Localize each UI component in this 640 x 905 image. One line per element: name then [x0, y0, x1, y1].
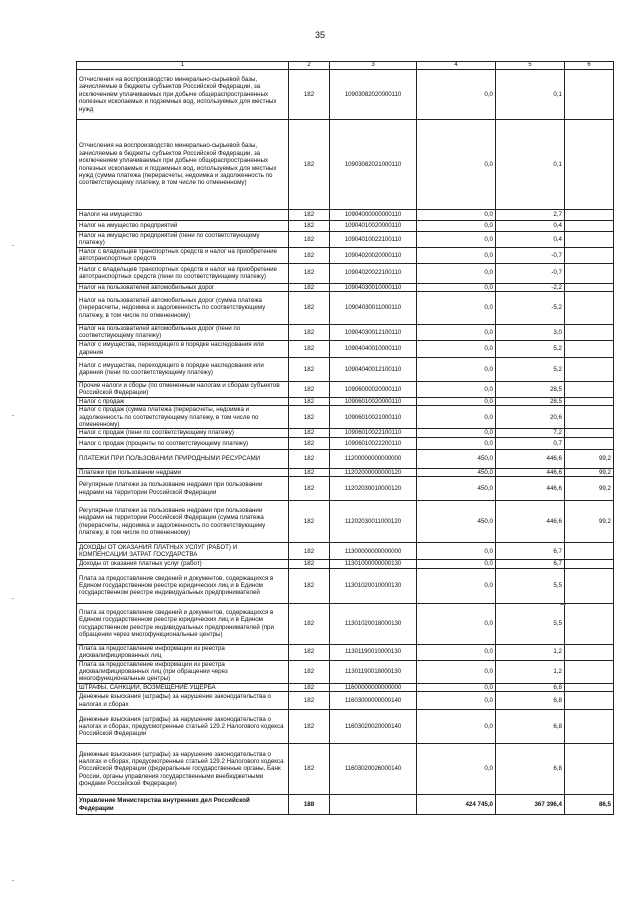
table-row	[77, 120, 614, 210]
table-cell: 0,4	[496, 232, 565, 248]
table-cell: 0,0	[417, 692, 496, 710]
table-cell: 182	[289, 437, 330, 449]
table-cell: 182	[289, 692, 330, 710]
table-cell: 182	[289, 477, 330, 501]
table-header-row	[77, 62, 614, 70]
table-cell: Регулярные платежи за пользование недрами при пользовании недрами на территории Российской Федерации (сумма платежа (перерасчеты, недоимка и задолженность по соответствующему платежу, в том числе по отмененному)	[77, 501, 289, 543]
table-cell: 7,2	[496, 429, 565, 437]
table-cell	[565, 221, 614, 232]
table-cell: 182	[289, 120, 330, 210]
table-cell	[565, 357, 614, 381]
table-cell: Плата за предоставление сведений и документов, содержащихся в Едином государственном реестре юридических лиц и в Едином государственном реестре индивидуальных предпринимателей (при обращении через многофункциональные центры)	[77, 603, 289, 644]
table-row	[77, 397, 614, 405]
table-row	[77, 710, 614, 744]
table-cell: 0,0	[417, 232, 496, 248]
table-cell: 424 745,0	[417, 795, 496, 815]
table-cell: Налог с продаж (пени по соответствующему платежу)	[77, 429, 289, 437]
table-cell: 182	[289, 644, 330, 660]
table-cell	[565, 560, 614, 568]
table-cell: 10906010020000110	[330, 397, 417, 405]
table-cell: 6,8	[496, 744, 565, 795]
table-cell: 182	[289, 397, 330, 405]
table-cell: 28,5	[496, 381, 565, 397]
table-cell: 0,0	[417, 744, 496, 795]
table-cell: 0,0	[417, 397, 496, 405]
table-cell: Налог с владельцев транспортных средств и налог на приобретение автотранспортных средств (пени по соответствующему платежу)	[77, 263, 289, 283]
table-row	[77, 560, 614, 568]
table-row	[77, 283, 614, 291]
margin-mark	[12, 598, 14, 599]
table-row	[77, 501, 614, 543]
table-cell: 182	[289, 325, 330, 341]
table-cell: 11300000000000000	[330, 543, 417, 560]
table-cell: 182	[289, 357, 330, 381]
table-cell	[330, 795, 417, 815]
table-cell: -2,2	[496, 283, 565, 291]
table-cell: 182	[289, 710, 330, 744]
table-cell: Налог на пользователей автомобильных дорог	[77, 283, 289, 291]
table-cell: 182	[289, 603, 330, 644]
table-cell: 0,0	[417, 247, 496, 263]
table-cell: 0,0	[417, 560, 496, 568]
table-cell: Налог на пользователей автомобильных дорог (сумма платежа (перерасчеты, недоимка и задолженность по соответствующему платежу, в том числе по отмененному)	[77, 292, 289, 325]
table-cell	[565, 70, 614, 120]
table-cell: 11200000000000000	[330, 449, 417, 468]
table-cell: 182	[289, 406, 330, 429]
table-row	[77, 357, 614, 381]
table-cell: Налог с имущества, переходящего в порядке наследования или дарения	[77, 340, 289, 357]
table-row	[77, 232, 614, 248]
table-cell: 10903082021000110	[330, 120, 417, 210]
table-cell: Доходы от оказания платных услуг (работ)	[77, 560, 289, 568]
table-cell: Налог на пользователей автомобильных дорог (пени по соответствующему платежу)	[77, 325, 289, 341]
table-cell: 10904030011000110	[330, 292, 417, 325]
table-row	[77, 210, 614, 221]
col-header: 1	[77, 62, 289, 70]
table-cell	[565, 744, 614, 795]
table-cell: 446,6	[496, 501, 565, 543]
table-cell: -5,2	[496, 292, 565, 325]
table-cell: 0,0	[417, 603, 496, 644]
table-cell: ШТРАФЫ, САНКЦИИ, ВОЗМЕЩЕНИЕ УЩЕРБА	[77, 683, 289, 691]
col-header: 6	[565, 62, 614, 70]
table-cell: 182	[289, 210, 330, 221]
table-cell	[565, 340, 614, 357]
table-cell: 0,0	[417, 221, 496, 232]
table-cell: 28,5	[496, 397, 565, 405]
table-cell: 182	[289, 543, 330, 560]
table-cell	[565, 292, 614, 325]
table-cell	[565, 644, 614, 660]
table-cell: 1,2	[496, 644, 565, 660]
table-cell: 5,2	[496, 357, 565, 381]
table-cell	[565, 406, 614, 429]
table-cell: 0,0	[417, 406, 496, 429]
table-cell: Управление Министерства внутренних дел Российской Федерации	[77, 795, 289, 815]
table-cell: 1,2	[496, 660, 565, 683]
table-cell	[565, 429, 614, 437]
table-cell: Отчисления на воспроизводство минерально-сырьевой базы, зачисляемые в бюджеты субъектов Российской Федерации, за исключением уплачиваемых при добыче общераспространенных полезных ископаемых и подземных вод, используемых для местных нужд	[77, 70, 289, 120]
table-row	[77, 644, 614, 660]
table-cell: 0,0	[417, 660, 496, 683]
col-header: 3	[330, 62, 417, 70]
table-cell: 446,6	[496, 477, 565, 501]
table-cell: 182	[289, 381, 330, 397]
table-cell	[565, 263, 614, 283]
margin-mark	[12, 415, 14, 416]
table-cell: 182	[289, 232, 330, 248]
table-row	[77, 292, 614, 325]
table-cell: 182	[289, 568, 330, 603]
table-cell: 99,2	[565, 477, 614, 501]
table-cell: 0,4	[496, 221, 565, 232]
table-row	[77, 437, 614, 449]
table-cell: 182	[289, 263, 330, 283]
table-cell: 0,0	[417, 381, 496, 397]
table-cell: Платежи при пользовании недрами	[77, 468, 289, 476]
table-cell: 450,0	[417, 501, 496, 543]
table-cell: 10904010022100110	[330, 232, 417, 248]
table-cell: 99,2	[565, 468, 614, 476]
col-header: 2	[289, 62, 330, 70]
table-cell	[565, 397, 614, 405]
table-cell: 10903082020000110	[330, 70, 417, 120]
table-cell: 10904020020000110	[330, 247, 417, 263]
table-cell: 182	[289, 660, 330, 683]
table-cell	[565, 247, 614, 263]
table-cell: 11301190010000130	[330, 644, 417, 660]
table-cell: 5,5	[496, 603, 565, 644]
table-cell: 6,8	[496, 710, 565, 744]
table-cell: 0,0	[417, 429, 496, 437]
table-row	[77, 692, 614, 710]
table-cell: Налог на имущество предприятий	[77, 221, 289, 232]
table-cell: 182	[289, 247, 330, 263]
table-cell: 10904040012100110	[330, 357, 417, 381]
table-cell: 6,8	[496, 692, 565, 710]
table-cell: Налог с владельцев транспортных средств и налог на приобретение автотранспортных средств	[77, 247, 289, 263]
table-row	[77, 340, 614, 357]
table-cell: 182	[289, 70, 330, 120]
table-cell: 10906010021000110	[330, 406, 417, 429]
table-cell	[565, 603, 614, 644]
table-row	[77, 429, 614, 437]
table-cell: 0,1	[496, 120, 565, 210]
table-cell: 10904030010000110	[330, 283, 417, 291]
table-cell: Налоги на имущество	[77, 210, 289, 221]
table-cell: 11202030010000120	[330, 477, 417, 501]
table-cell: 0,0	[417, 568, 496, 603]
table-cell: 0,1	[496, 70, 565, 120]
stray-mark	[560, 604, 566, 605]
table-cell	[565, 381, 614, 397]
table-cell: 6,7	[496, 543, 565, 560]
table-cell: 86,5	[565, 795, 614, 815]
table-cell: Плата за предоставление информации из реестра дисквалифицированных лиц	[77, 644, 289, 660]
table-cell	[565, 660, 614, 683]
table-cell: 450,0	[417, 477, 496, 501]
table-cell: 0,7	[496, 437, 565, 449]
table-cell: 6,8	[496, 683, 565, 691]
table-cell: -0,7	[496, 247, 565, 263]
table-cell	[565, 692, 614, 710]
table-cell: Налог с продаж (сумма платежа (перерасчеты, недоимка и задолженность по соответствующему платежу, в том числе по отмененному)	[77, 406, 289, 429]
table-cell: 182	[289, 501, 330, 543]
table-row	[77, 660, 614, 683]
table-cell: Налог с продаж	[77, 397, 289, 405]
table-cell: 0,0	[417, 210, 496, 221]
table-cell: 450,0	[417, 468, 496, 476]
table-cell	[565, 543, 614, 560]
table-cell: 10906000020000110	[330, 381, 417, 397]
table-cell: 182	[289, 468, 330, 476]
table-cell: 6,7	[496, 560, 565, 568]
table-cell: 0,0	[417, 710, 496, 744]
table-row	[77, 477, 614, 501]
table-cell: 11603020020000140	[330, 710, 417, 744]
table-cell: 450,0	[417, 449, 496, 468]
table-cell: 182	[289, 744, 330, 795]
table-cell: 367 396,4	[496, 795, 565, 815]
table-row	[77, 449, 614, 468]
table-cell: Отчисления на воспроизводство минерально-сырьевой базы, зачисляемые в бюджеты субъектов Российской Федерации, за исключением уплачиваемых при добыче общераспространенных полезных ископаемых и подземных вод, используемых для местных нужд (сумма платежа (перерасчеты, недоимка и задолженность по соответствующему платежу, в том числе по отмененному)	[77, 120, 289, 210]
table-row	[77, 468, 614, 476]
table-cell: 182	[289, 429, 330, 437]
table-cell: 0,0	[417, 292, 496, 325]
col-header: 4	[417, 62, 496, 70]
table-cell	[565, 683, 614, 691]
margin-mark	[12, 245, 14, 246]
table-cell	[565, 325, 614, 341]
table-cell	[565, 210, 614, 221]
table-cell: 10904000000000110	[330, 210, 417, 221]
table-cell: 11603000000000140	[330, 692, 417, 710]
col-header: 5	[496, 62, 565, 70]
table-cell: 11301020010000130	[330, 568, 417, 603]
table-cell: 10904020022100110	[330, 263, 417, 283]
table-cell	[565, 232, 614, 248]
table-cell	[565, 283, 614, 291]
table-cell	[565, 437, 614, 449]
table-cell: 5,2	[496, 340, 565, 357]
table-cell: 182	[289, 560, 330, 568]
table-cell: -0,7	[496, 263, 565, 283]
table-cell: 10904040010000110	[330, 340, 417, 357]
table-cell: 0,0	[417, 340, 496, 357]
table-cell: 11603020026000140	[330, 744, 417, 795]
table-cell: 10906010022200110	[330, 437, 417, 449]
table-cell: 182	[289, 683, 330, 691]
table-row	[77, 381, 614, 397]
table-cell: Прочие налоги и сборы (по отмененным налогам и сборам субъектов Российской Федерации)	[77, 381, 289, 397]
table-cell: 10904030012100110	[330, 325, 417, 341]
table-row	[77, 744, 614, 795]
table-cell: Налог с имущества, переходящего в порядке наследования или дарения (пени по соответствующему платежу)	[77, 357, 289, 381]
table-cell: 11301190018000130	[330, 660, 417, 683]
table-row	[77, 603, 614, 644]
table-cell: 11301020018000130	[330, 603, 417, 644]
table-cell	[565, 120, 614, 210]
table-row	[77, 406, 614, 429]
table-cell: 188	[289, 795, 330, 815]
table-cell: ПЛАТЕЖИ ПРИ ПОЛЬЗОВАНИИ ПРИРОДНЫМИ РЕСУРСАМИ	[77, 449, 289, 468]
table-cell: 0,0	[417, 357, 496, 381]
table-cell: ДОХОДЫ ОТ ОКАЗАНИЯ ПЛАТНЫХ УСЛУГ (РАБОТ) И КОМПЕНСАЦИИ ЗАТРАТ ГОСУДАРСТВА	[77, 543, 289, 560]
table-cell: 2,7	[496, 210, 565, 221]
table-cell	[565, 568, 614, 603]
table-cell: Денежные взыскания (штрафы) за нарушение законодательства о налогах и сборах	[77, 692, 289, 710]
table-row	[77, 568, 614, 603]
table-cell: Налог с продаж (проценты по соответствующему платежу)	[77, 437, 289, 449]
table-row	[77, 325, 614, 341]
table-cell: 3,0	[496, 325, 565, 341]
table-cell: 0,0	[417, 70, 496, 120]
table-row	[77, 221, 614, 232]
table-cell: Плата за предоставление сведений и документов, содержащихся в Едином государственном реестре юридических лиц и в Едином государственном реестре индивидуальных предпринимателей	[77, 568, 289, 603]
margin-mark	[12, 880, 14, 881]
table-cell: 0,0	[417, 325, 496, 341]
table-cell: 0,0	[417, 283, 496, 291]
table-cell: 0,0	[417, 437, 496, 449]
table-cell: 182	[289, 292, 330, 325]
table-row	[77, 543, 614, 560]
revenue-table	[76, 61, 614, 815]
table-cell: 446,6	[496, 449, 565, 468]
table-cell: 10906010022100110	[330, 429, 417, 437]
table-cell: 182	[289, 283, 330, 291]
table-cell: 446,6	[496, 468, 565, 476]
table-row	[77, 263, 614, 283]
table-row	[77, 247, 614, 263]
table-cell: 0,0	[417, 120, 496, 210]
table-cell: Плата за предоставление информации из реестра дисквалифицированных лиц (при обращении через многофункциональные центры)	[77, 660, 289, 683]
table-row	[77, 683, 614, 691]
page-number: 35	[314, 30, 325, 40]
table-cell: 182	[289, 449, 330, 468]
table-cell: 20,6	[496, 406, 565, 429]
table-cell: 0,0	[417, 644, 496, 660]
table-cell: 11202030011000120	[330, 501, 417, 543]
table-row	[77, 70, 614, 120]
table-cell: 182	[289, 221, 330, 232]
table-row	[77, 795, 614, 815]
table-cell: Денежные взыскания (штрафы) за нарушение законодательства о налогах и сборах, предусмотренные статьей 129.2 Налогового кодекса Российской Федерации	[77, 710, 289, 744]
table-cell: 182	[289, 340, 330, 357]
table-cell: Денежные взыскания (штрафы) за нарушение законодательства о налогах и сборах, предусмотренные статьей 129.2 Налогового кодекса Российской Федерации (федеральные государственные органы, Банк России, органы управления государственными внебюджетными фондами Российской Федерации)	[77, 744, 289, 795]
table-cell: 0,0	[417, 683, 496, 691]
table-cell: Налог на имущество предприятий (пени по соответствующему платежу)	[77, 232, 289, 248]
table-cell	[565, 710, 614, 744]
table-cell: Регулярные платежи за пользование недрами при пользовании недрами на территории Российской Федерации	[77, 477, 289, 501]
table-cell: 0,0	[417, 263, 496, 283]
table-cell: 10904010020000110	[330, 221, 417, 232]
table-cell: 99,2	[565, 449, 614, 468]
table-cell: 11600000000000000	[330, 683, 417, 691]
table-cell: 5,5	[496, 568, 565, 603]
table-cell: 0,0	[417, 543, 496, 560]
table-cell: 11202000000000120	[330, 468, 417, 476]
table-cell: 11301000000000130	[330, 560, 417, 568]
table-cell: 99,2	[565, 501, 614, 543]
